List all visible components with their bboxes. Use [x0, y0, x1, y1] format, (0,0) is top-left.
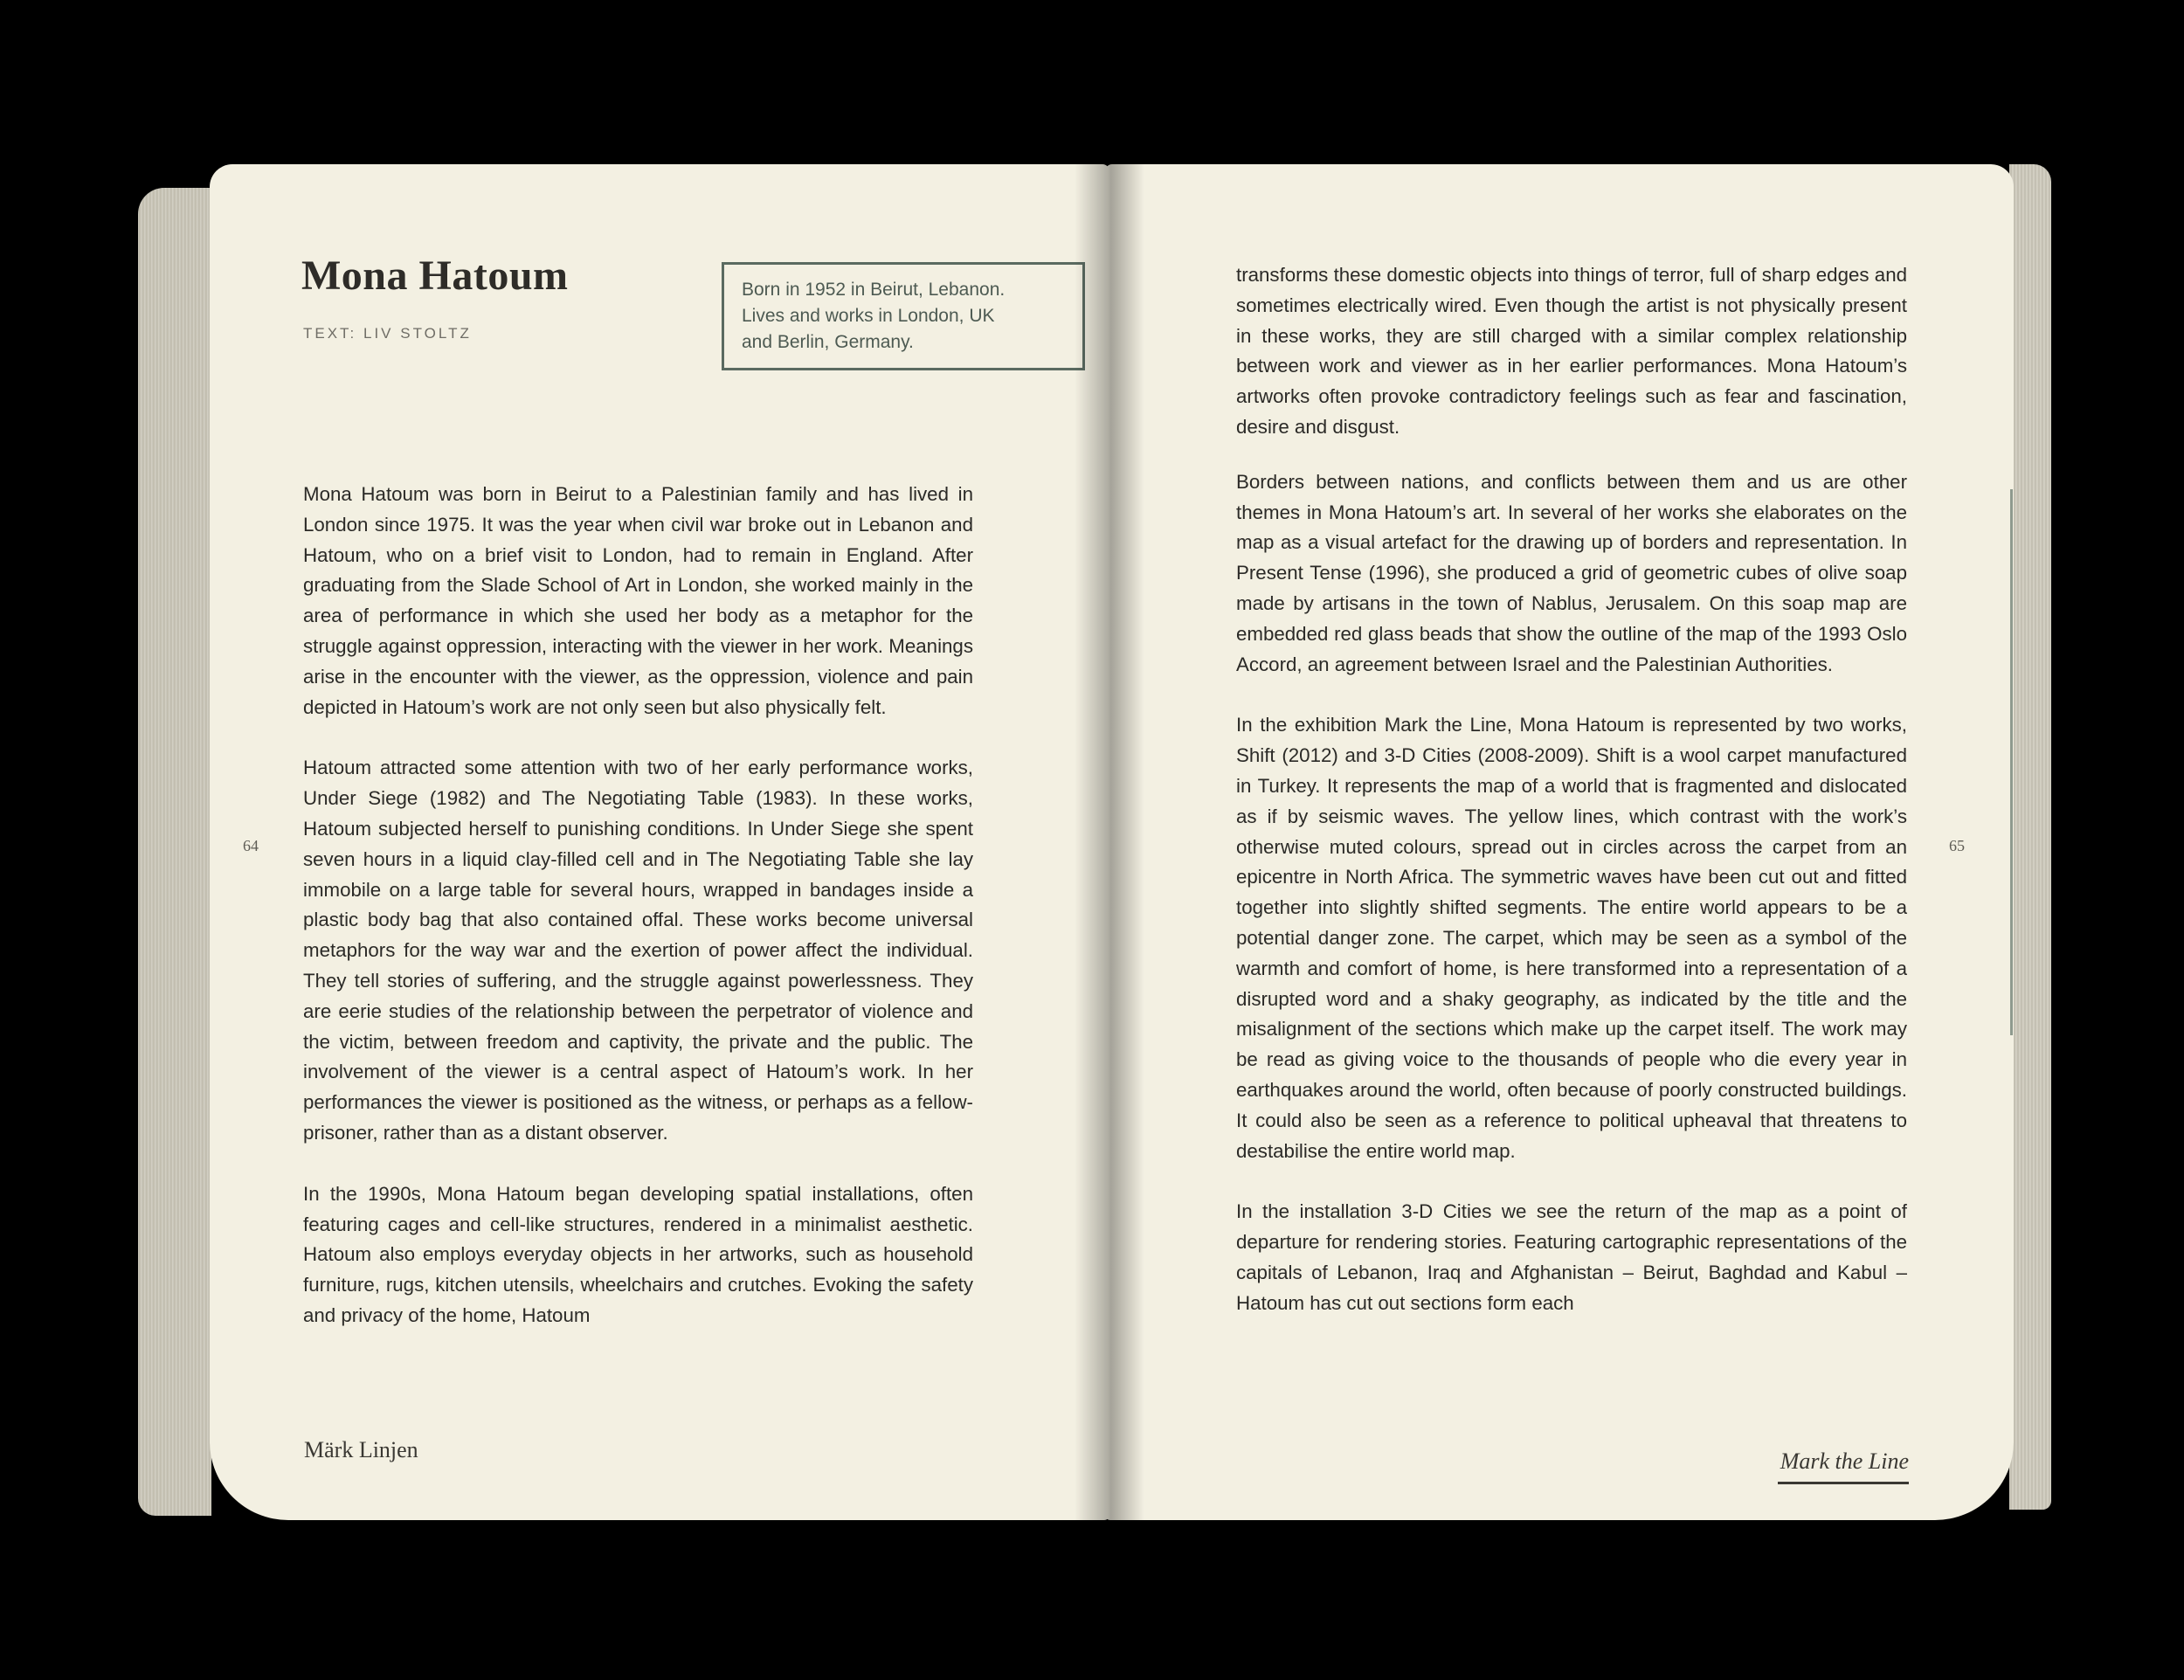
body-paragraph: Borders between nations, and conflicts between them and us are other themes in Mona Hatoum’s art. In several of her works she elaborates on the map as a visual artefact for the drawing up of borders and representation. In Present Tense (1996), she produced a grid of geometric cubes of olive soap made by artisans in the town of Nablus, Jerusalem. On this soap map are embedded red glass beads that show the outline of the map of the 1993 Oslo Accord, an agreement between Israel and the Palestinian Authorities. [1236, 470, 1907, 675]
article-title: Mona Hatoum [301, 252, 569, 299]
footer-rule [1778, 1482, 1909, 1484]
body-paragraph: In the installation 3-D Cities we see the return of the map as a point of departure for rendering stories. Featuring cartographic representations of the capitals of Lebanon, Iraq and Afghanistan – Beirut, Baghdad and Kabul – Hatoum has cut out sections form each [1236, 1200, 1907, 1314]
body-paragraph: Hatoum attracted some attention with two of her early performance works, Under Siege (1982) and The Negotiating Table (1983). In these works, Hatoum subjected herself to punishing conditions. In Under Siege she spent seven hours in a liquid clay-filled cell and in The Negotiating Table she lay immobile on a large table for several hours, wrapped in bandages inside a plastic body bag that also contained offal. These works become universal metaphors for the way war and the exertion of power affect the individual. They tell stories of suffering, and the struggle against powerlessness. They are eerie studies of the relationship between the perpetrator of violence and the victim, between freedom and captivity, the private and the public. The involvement of the viewer is a central aspect of Hatoum’s work. In her performances the viewer is positioned as the witness, or perhaps as a fellow-prisoner, rather than as a distant observer. [303, 757, 973, 1144]
body-paragraph: In the exhibition Mark the Line, Mona Hatoum is represented by two works, Shift (2012) and 3-D Cities (2008-2009). Shift is a wool carpet manufactured in Turkey. It represents the map of a world that is fragmented and dislocated as if by seismic waves. The yellow lines, which contrast with the work’s otherwise muted colours, spread out in circles across the carpet from an epicentre in North Africa. The symmetric waves have been cut out and fitted together into slightly shifted segments. The entire world appears to be a potential danger zone. The carpet, which may be seen as a symbol of the warmth and comfort of home, is here transformed into a representation of a disrupted word and a shaky geography, as indicated by the title and the misalignment of the sections which make up the carpet itself. The work may be read as giving voice to the thousands of people who die every year in earthquakes around the world, often because of poorly constructed buildings. It could also be seen as a reference to political upheaval that threatens to destabilise the entire world map. [1236, 714, 1907, 1162]
running-footer-right: Mark the Line [1780, 1448, 1909, 1474]
bio-line: Born in 1952 in Beirut, Lebanon. [742, 280, 1006, 300]
bio-line: and Berlin, Germany. [742, 332, 914, 352]
body-paragraph: Mona Hatoum was born in Beirut to a Palestinian family and has lived in London since 1975. It was the year when civil war broke out in Lebanon and Hatoum, who on a brief visit to London, had to remain in England. After graduating from the Slade School of Art in London, she worked mainly in the area of performance in which she used her body as a metaphor for the struggle against oppression, interacting with the viewer in her work. Meanings arise in the encounter with the viewer, as the oppression, violence and pain depicted in Hatoum’s work are not only seen but also physically felt. [303, 483, 973, 718]
page-block-left-edge [138, 188, 211, 1516]
page-edge-bleed [2010, 489, 2013, 1035]
left-text-column [303, 480, 973, 1331]
bio-box [722, 262, 1085, 370]
left-page [210, 164, 1109, 1520]
running-footer-left: Märk Linjen [304, 1437, 418, 1462]
body-paragraph: transforms these domestic objects into things of terror, full of sharp edges and sometimes electrically wired. Even though the artist is not physically present in these works, they are still charged with a similar complex relationship between work and viewer as in her earlier performances. Mona Hatoum’s artworks often provoke contradictory feelings such as fear and fascination, desire and disgust. [1236, 264, 1907, 438]
book-gutter [1075, 164, 1144, 1520]
page-number-right: 65 [1949, 837, 1965, 854]
right-text-column [1236, 260, 1907, 1319]
page-number-left: 64 [243, 837, 259, 854]
body-paragraph: In the 1990s, Mona Hatoum began developing spatial installations, often featuring cages and cell-like structures, rendered in a minimalist aesthetic. Hatoum also employs everyday objects in her artworks, such as household furniture, rugs, kitchen utensils, wheelchairs and crutches. Evoking the safety and privacy of the home, Hatoum [303, 1182, 973, 1326]
bio-line: Lives and works in London, UK [742, 306, 995, 326]
right-page [1105, 164, 2014, 1520]
page-block-right-edge [2009, 164, 2051, 1510]
byline: TEXT: LIV STOLTZ [303, 325, 472, 342]
